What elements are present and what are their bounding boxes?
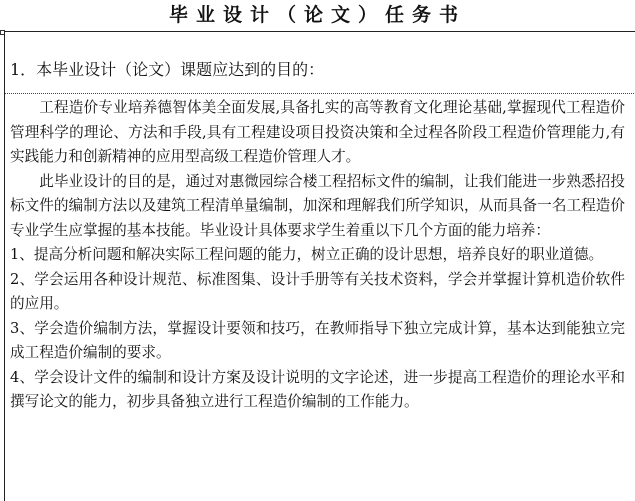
section-divider xyxy=(5,93,635,94)
requirement-item-3: 3、学会造价编制方法，掌握设计要领和技巧，在教师指导下独立完成计算，基本达到能独立完成工程造价编制的要求。 xyxy=(10,319,625,361)
document-title: 毕业设计（论文）任务书 xyxy=(168,4,466,26)
section-body xyxy=(10,96,625,415)
paragraph-design-purpose: 此毕业设计的目的是，通过对惠微园综合楼工程招标文件的编制，让我们能进一步熟悉招投标文件的编制方法以及建筑工程清单量编制，加深和理解我们所学知识，从而具备一名工程造价专业学生应掌握的基本技能。毕业设计具体要求学生着重以下几个方面的能力培养： xyxy=(10,172,625,239)
requirement-item-1: 1、提高分析问题和解决实际工程问题的能力，树立正确的设计思想，培养良好的职业道德。 xyxy=(10,246,604,263)
requirement-item-4: 4、学会设计文件的编制和设计方案及设计说明的文字论述，进一步提高工程造价的理论水平和撰写论文的能力，初步具备独立进行工程造价编制的工作能力。 xyxy=(10,368,625,410)
section-heading: 1．本毕业设计（论文）课题应达到的目的： xyxy=(10,60,325,79)
paragraph-program-goal: 工程造价专业培养德智体美全面发展,具备扎实的高等教育文化理论基础,掌握现代工程造价管理科学的理论、方法和手段,具有工程建设项目投资决策和全过程各阶段工程造价管理能力,有实践能力和创新精神的应用型高级工程造价管理人才。 xyxy=(10,99,625,165)
requirement-item-2: 2、学会运用各种设计规范、标准图集、设计手册等有关技术资料，学会并掌握计算机造价软件的应用。 xyxy=(10,270,625,312)
